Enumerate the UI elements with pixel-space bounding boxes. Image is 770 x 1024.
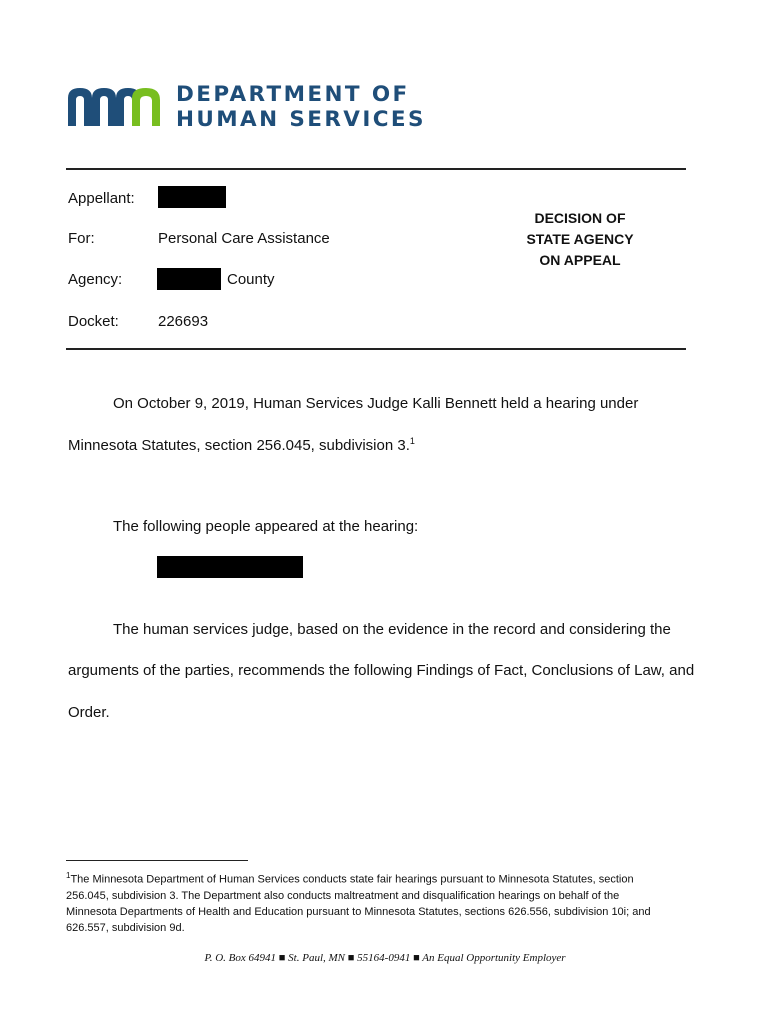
appellant-label: Appellant: bbox=[68, 190, 135, 207]
attendee-redaction bbox=[157, 556, 303, 578]
decision-line-1: DECISION OF bbox=[534, 210, 626, 226]
footnote-ref: 1 bbox=[409, 436, 415, 446]
footnote-line-1 bbox=[66, 868, 706, 888]
footnote-line-1-text: The Minnesota Department of Human Services conducts state fair hearings pursuant to Minnesota Statutes, section bbox=[70, 873, 634, 886]
mn-logo-icon bbox=[66, 84, 162, 128]
for-label: For: bbox=[68, 230, 95, 247]
paragraph-1-line-1: On October 9, 2019, Human Services Judge Kalli Bennett held a hearing under bbox=[113, 395, 639, 412]
for-value: Personal Care Assistance bbox=[158, 230, 330, 247]
paragraph-1-line-2 bbox=[68, 436, 415, 454]
decision-line-3: ON APPEAL bbox=[539, 252, 621, 268]
agency-label: Agency: bbox=[68, 271, 123, 288]
decision-heading bbox=[500, 208, 660, 271]
docket-value: 226693 bbox=[158, 313, 209, 330]
agency-suffix: County bbox=[227, 271, 275, 288]
agency-redaction bbox=[157, 268, 221, 290]
footnote-rule bbox=[66, 860, 248, 861]
caption-bottom-rule bbox=[66, 348, 686, 350]
footnote-line-2: 256.045, subdivision 3. The Department also conducts maltreatment and disqualification hearings on behalf of the bbox=[66, 889, 620, 902]
paragraph-3-line-3: Order. bbox=[68, 704, 110, 721]
decision-line-2: STATE AGENCY bbox=[526, 231, 634, 247]
appellant-redaction bbox=[158, 186, 226, 208]
paragraph-2: The following people appeared at the hearing: bbox=[113, 518, 419, 535]
footnote-line-4: 626.557, subdivision 9d. bbox=[66, 921, 185, 934]
footnote bbox=[66, 868, 706, 936]
footnote-number: 1 bbox=[66, 871, 71, 880]
paragraph-3-line-1: The human services judge, based on the evidence in the record and considering the bbox=[113, 621, 671, 638]
docket-label: Docket: bbox=[68, 313, 119, 330]
footnote-line-3: Minnesota Departments of Health and Education pursuant to Minnesota Statutes, sections 626.556, subdivision 10i; and bbox=[66, 905, 651, 918]
logo-line-1: DEPARTMENT OF bbox=[176, 82, 410, 107]
paragraph-1-line-2-text: Minnesota Statutes, section 256.045, subdivision 3. bbox=[68, 437, 410, 454]
logo-wordmark bbox=[176, 82, 436, 132]
page-footer: P. O. Box 64941 ■ St. Paul, MN ■ 55164-0941 ■ An Equal Opportunity Employer bbox=[204, 952, 566, 964]
paragraph-3-line-2: arguments of the parties, recommends the following Findings of Fact, Conclusions of Law, and bbox=[68, 662, 695, 679]
logo-line-2: HUMAN SERVICES bbox=[176, 107, 426, 132]
top-rule bbox=[66, 168, 686, 170]
